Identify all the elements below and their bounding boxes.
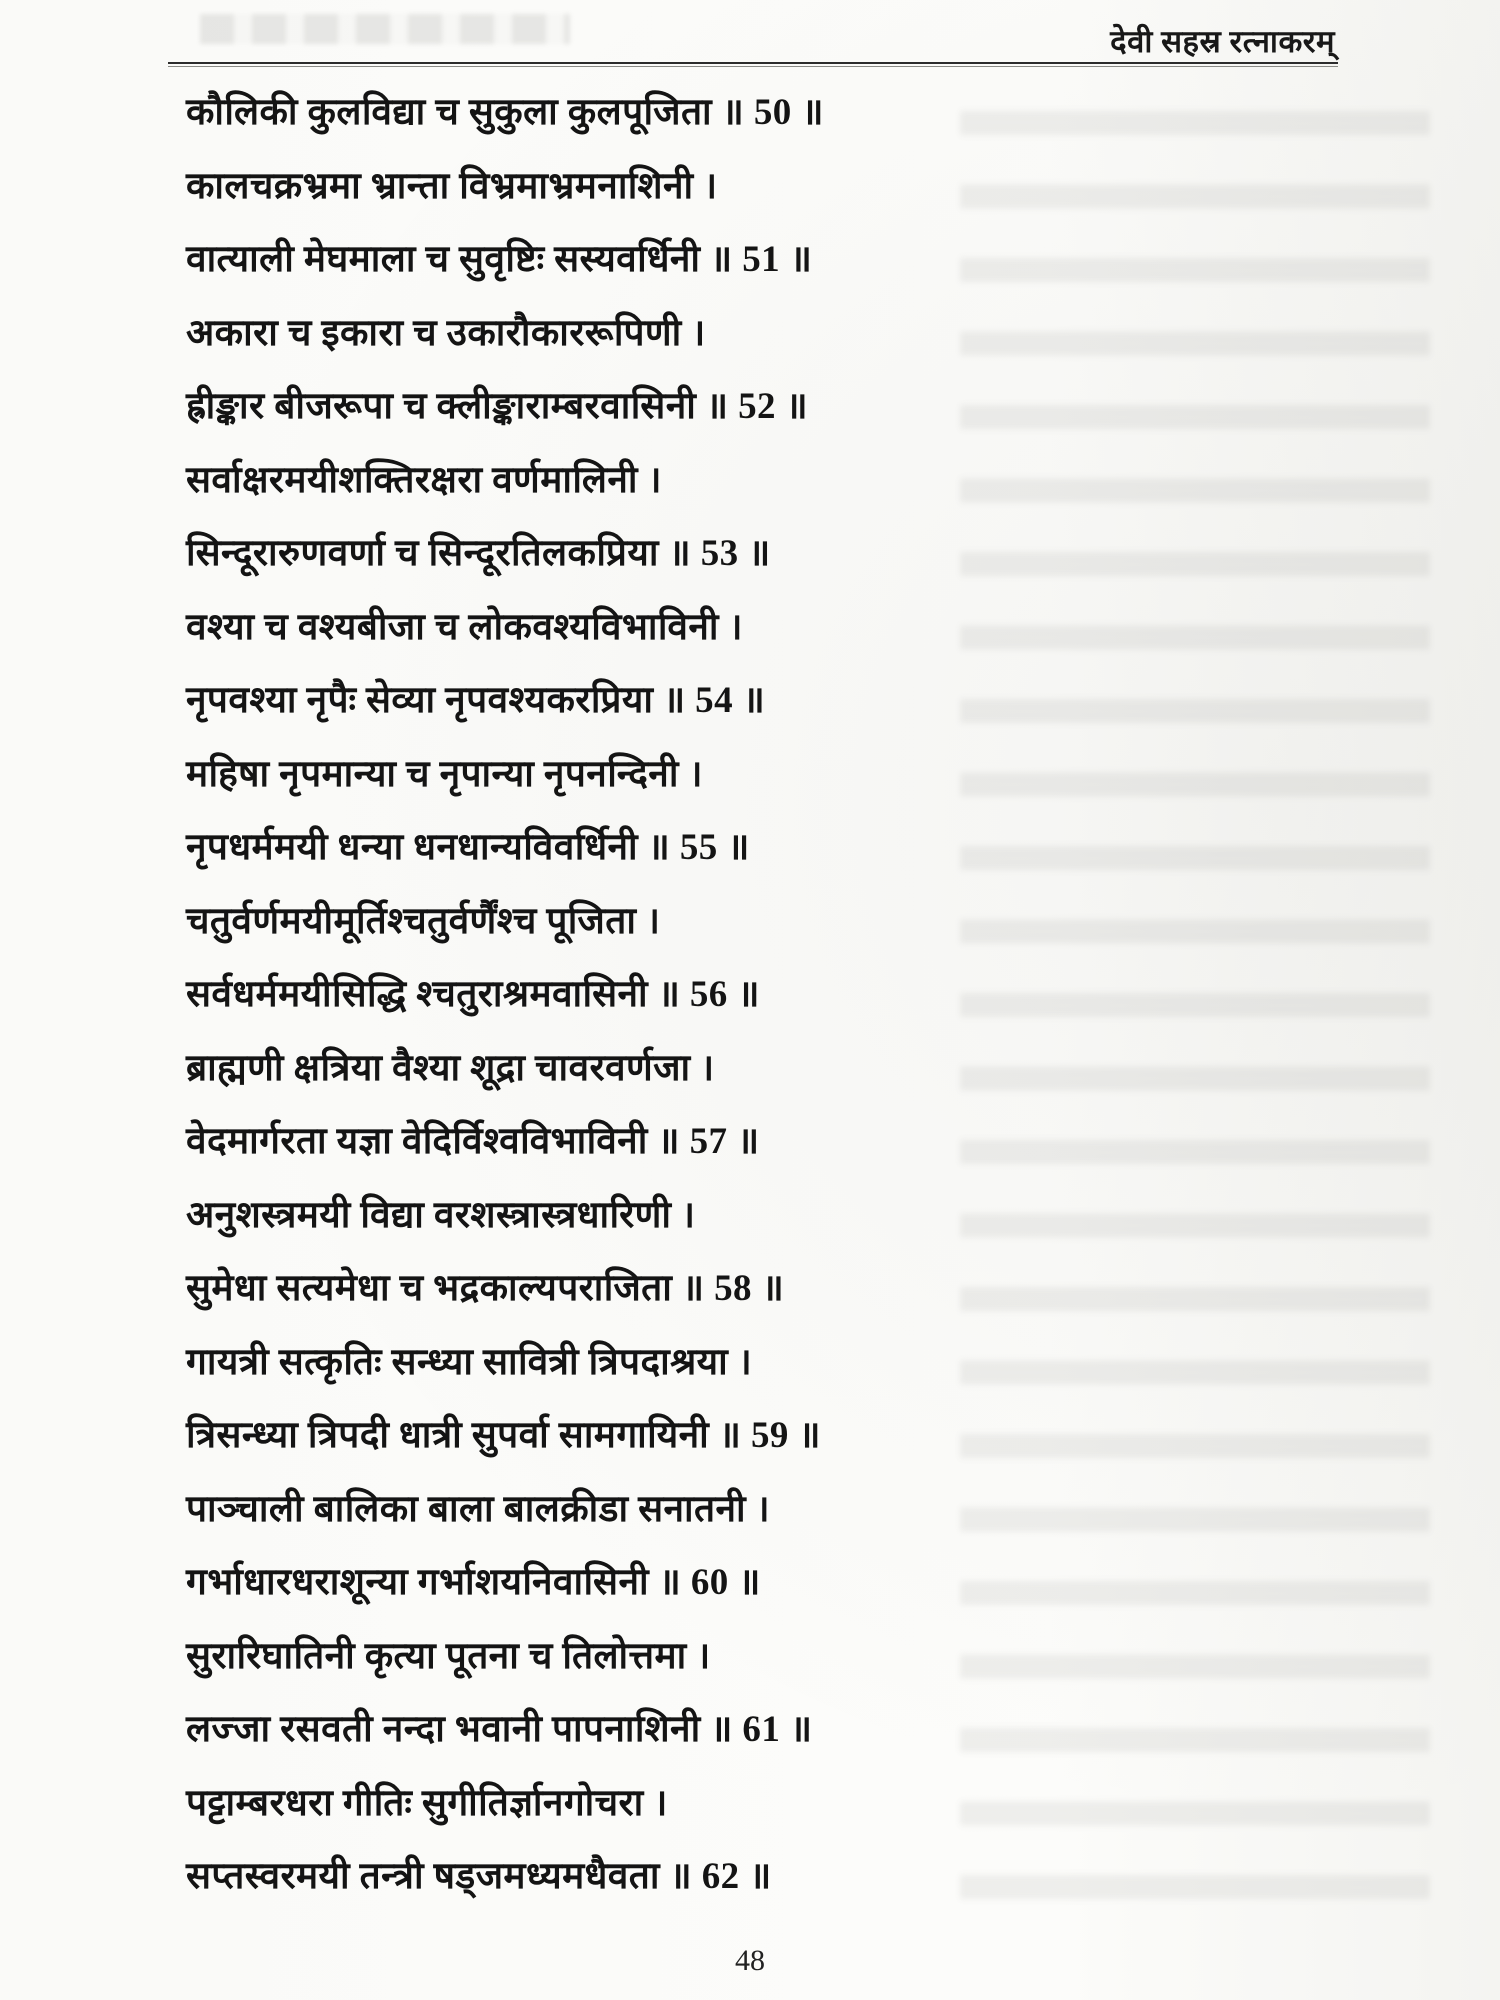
- verse-line: पट्टाम्बरधरा गीतिः सुगीतिर्ज्ञानगोचरा ।: [186, 1782, 668, 1824]
- verse-line: ह्रीङ्कार बीजरूपा च क्लीङ्काराम्बरवासिनी ॥ 52 ॥: [186, 386, 809, 427]
- verse-line: सुमेधा सत्यमेधा च भद्रकाल्यपराजिता ॥ 58 ॥: [186, 1268, 785, 1309]
- verse-line: गर्भाधारधराशून्या गर्भाशयनिवासिनी ॥ 60 ॥: [186, 1562, 761, 1603]
- verse-line: वश्या च वश्यबीजा च लोकवश्यविभाविनी ।: [186, 606, 743, 648]
- verse-line: कालचक्रभ्रमा भ्रान्ता विभ्रमाभ्रमनाशिनी ।: [186, 165, 718, 207]
- verse-line: सुरारिघातिनी कृत्या पूतना च तिलोत्तमा ।: [186, 1635, 711, 1677]
- running-head: [168, 16, 1335, 60]
- header-rule: [168, 62, 1338, 67]
- verse-line: पाञ्चाली बालिका बाला बालक्रीडा सनातनी ।: [186, 1488, 771, 1530]
- verse-line: अकारा च इकारा च उकारौकाररूपिणी ।: [186, 312, 706, 354]
- verse-line: वेदमार्गरता यज्ञा वेदिर्विश्वविभाविनी ॥ 57 ॥: [186, 1121, 760, 1162]
- verse-line: सिन्दूरारुणवर्णा च सिन्दूरतिलकप्रिया ॥ 53 ॥: [186, 533, 771, 574]
- page-number: 48: [735, 1944, 765, 1977]
- verse-line: लज्जा रसवती नन्दा भवानी पापनाशिनी ॥ 61 ॥: [186, 1709, 813, 1750]
- verse-line: वात्याली मेघमाला च सुवृष्टिः सस्यवर्धिनी ॥ 51 ॥: [186, 239, 813, 280]
- verse-block: [186, 76, 1376, 1914]
- page-footer: [0, 1944, 1500, 1978]
- verse-line: सर्वधर्ममयीसिद्धि श्चतुराश्रमवासिनी ॥ 56 ॥: [186, 974, 760, 1015]
- verse-line: नृपधर्ममयी धन्या धनधान्यविवर्धिनी ॥ 55 ॥: [186, 827, 750, 868]
- verse-line: गायत्री सत्कृतिः सन्ध्या सावित्री त्रिपदाश्रया ।: [186, 1341, 753, 1383]
- verse-line: सर्वाक्षरमयीशक्तिरक्षरा वर्णमालिनी ।: [186, 459, 662, 501]
- verse-line: महिषा नृपमान्या च नृपान्या नृपनन्दिनी ।: [186, 753, 703, 795]
- verse-line: अनुशस्त्रमयी विद्या वरशस्त्रास्त्रधारिणी ।: [186, 1194, 696, 1236]
- verse-line: चतुर्वर्णमयीमूर्तिश्चतुर्वर्णैंश्च पूजिता ।: [186, 900, 661, 942]
- verse-line: कौलिकी कुलविद्या च सुकुला कुलपूजिता ॥ 50 ॥: [186, 92, 824, 133]
- page-title: देवी सहस्र रत्नाकरम्: [1110, 24, 1335, 59]
- verse-line: नृपवश्या नृपैः सेव्या नृपवश्यकरप्रिया ॥ 54 ॥: [186, 680, 766, 721]
- verse-line: ब्राह्मणी क्षत्रिया वैश्या शूद्रा चावरवर्णजा ।: [186, 1047, 715, 1089]
- verse-line: सप्तस्वरमयी तन्त्री षड्जमध्यमधैवता ॥ 62 ॥: [186, 1856, 772, 1897]
- verse-line: त्रिसन्ध्या त्रिपदी धात्री सुपर्वा सामगायिनी ॥ 59 ॥: [186, 1415, 821, 1456]
